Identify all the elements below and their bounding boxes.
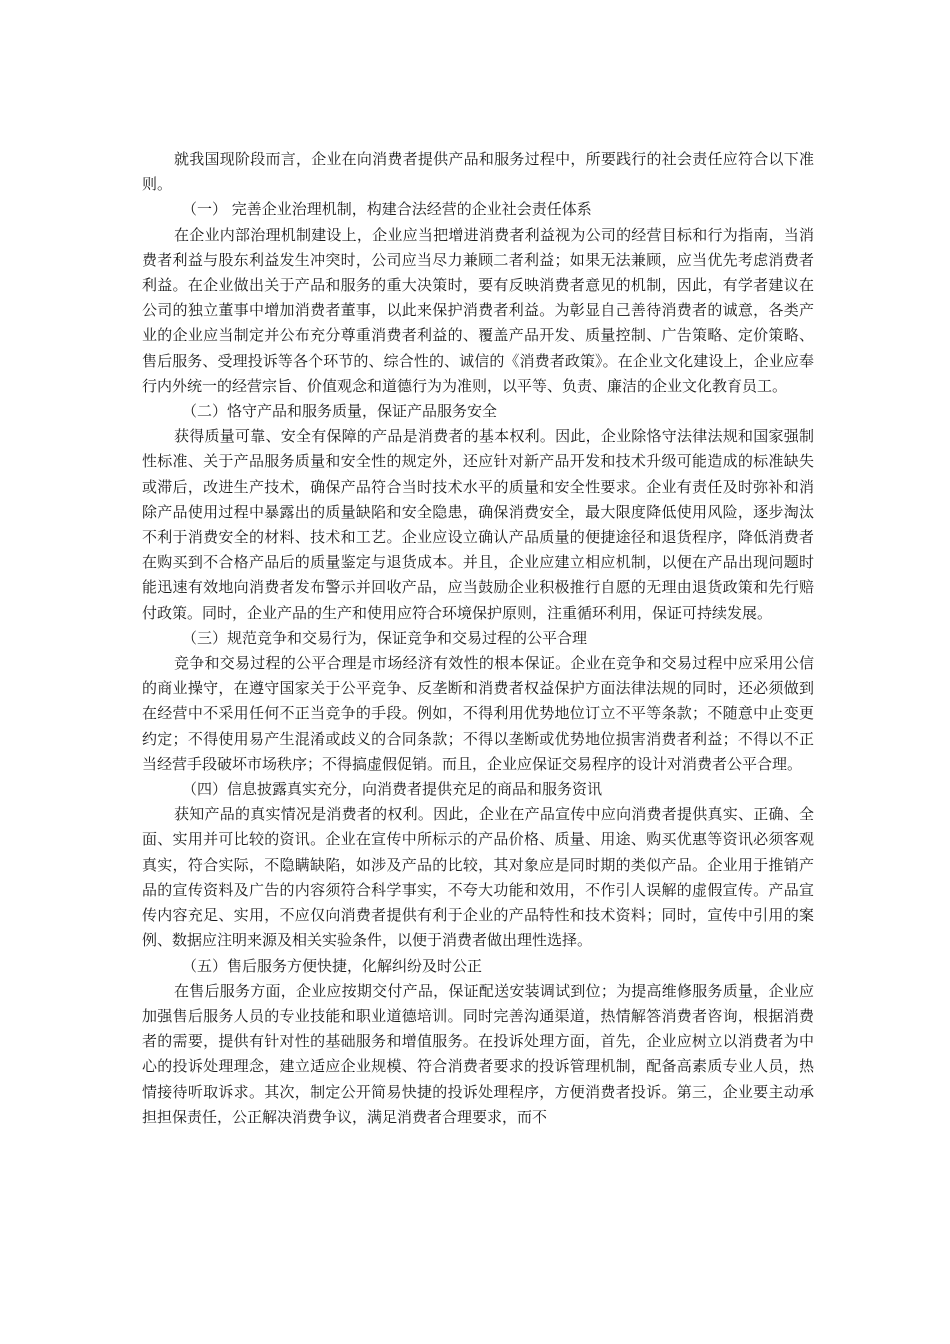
section-heading-4: （四）信息披露真实充分，向消费者提供充足的商品和服务资讯 bbox=[182, 780, 603, 799]
section-body-2: 获得质量可靠、安全有保障的产品是消费者的基本权利。因此，企业除恪守法律法规和国家强制性标准、关于产品服务质量和安全性的规定外，还应针对新产品开发和技术升级可能造成的标准缺失或滞后，改进生产技术，确保产品符合当时技术水平的质量和安全性要求。企业有责任及时弥补和消除产品使用过程中暴露出的质量缺陷和安全隐患，确保消费安全，最大限度降低使用风险，逐步淘汰不利于消费安全的材料、技术和工艺。企业应设立确认产品质量的便捷途径和退货程序，降低消费者在购买到不合格产品后的质量鉴定与退货成本。并且，企业应建立相应机制，以便在产品出现问题时能迅速有效地向消费者发布警示并回收产品，应当鼓励企业积极推行自愿的无理由退货政策和先行赔付政策。同时，企业产品的生产和使用应符合环境保护原则，注重循环利用，保证可持续发展。 bbox=[142, 427, 814, 622]
section-heading-1: （一） 完善企业治理机制，构建合法经营的企业社会责任体系 bbox=[182, 200, 592, 219]
section-body-3: 竞争和交易过程的公平合理是市场经济有效性的根本保证。企业在竞争和交易过程中应采用公信的商业操守，在遵守国家关于公平竞争、反垄断和消费者权益保护方面法律法规的同时，还必须做到在经营中不采用任何不正当竞争的手段。例如，不得利用优势地位订立不平等条款；不随意中止变更约定；不得使用易产生混淆或歧义的合同条款；不得以垄断或优势地位损害消费者利益；不得以不正当经营手段破坏市场秩序；不得搞虚假促销。而且，企业应保证交易程序的设计对消费者公平合理。 bbox=[142, 654, 814, 773]
section-body-5: 在售后服务方面，企业应按期交付产品，保证配送安装调试到位；为提高维修服务质量，企业应加强售后服务人员的专业技能和职业道德培训。同时完善沟通渠道，热情解答消费者咨询，根据消费者的需要，提供有针对性的基础服务和增值服务。在投诉处理方面，首先，企业应树立以消费者为中心的投诉处理理念，建立适应企业规模、符合消费者要求的投诉管理机制，配备高素质专业人员，热情接待听取诉求。其次，制定公开简易快捷的投诉处理程序，方便消费者投诉。第三，企业要主动承担担保责任，公正解决消费争议，满足消费者合理要求，而不 bbox=[142, 981, 814, 1126]
section-body-1: 在企业内部治理机制建设上，企业应当把增进消费者利益视为公司的经营目标和行为指南，当消费者利益与股东利益发生冲突时，公司应当尽力兼顾二者利益；如果无法兼顾，应当优先考虑消费者利益。在企业做出关于产品和服务的重大决策时，要有反映消费者意见的机制，因此，有学者建议在公司的独立董事中增加消费者董事，以此来保护消费者利益。为彰显自己善待消费者的诚意，各类产业的企业应当制定并公布充分尊重消费者利益的、覆盖产品开发、质量控制、广告策略、定价策略、售后服务、受理投诉等各个环节的、综合性的、诚信的《消费者政策》。在企业文化建设上，企业应奉行内外统一的经营宗旨、价值观念和道德行为为准则，以平等、负责、廉洁的企业文化教育员工。 bbox=[142, 225, 814, 395]
intro-paragraph: 就我国现阶段而言，企业在向消费者提供产品和服务过程中，所要践行的社会责任应符合以下准则。 bbox=[142, 150, 814, 194]
section-heading-5: （五）售后服务方便快捷，化解纠纷及时公正 bbox=[182, 956, 483, 975]
section-body-4: 获知产品的真实情况是消费者的权利。因此，企业在产品宣传中应向消费者提供真实、正确、全面、实用并可比较的资讯。企业在宣传中所标示的产品价格、质量、用途、购买优惠等资讯必须客观真实，符合实际，不隐瞒缺陷，如涉及产品的比较，其对象应是同时期的类似产品。企业用于推销产品的宣传资料及广告的内容须符合科学事实，不夸大功能和效用，不作引人误解的虚假宣传。产品宣传内容充足、实用，不应仅向消费者提供有利于企业的产品特性和技术资料；同时，宣传中引用的案例、数据应注明来源及相关实验条件，以便于消费者做出理性选择。 bbox=[142, 805, 814, 950]
document-page bbox=[142, 147, 814, 1130]
section-heading-3: （三）规范竞争和交易行为，保证竞争和交易过程的公平合理 bbox=[182, 628, 588, 647]
section-heading-2: （二）恪守产品和服务质量，保证产品服务安全 bbox=[182, 402, 498, 421]
